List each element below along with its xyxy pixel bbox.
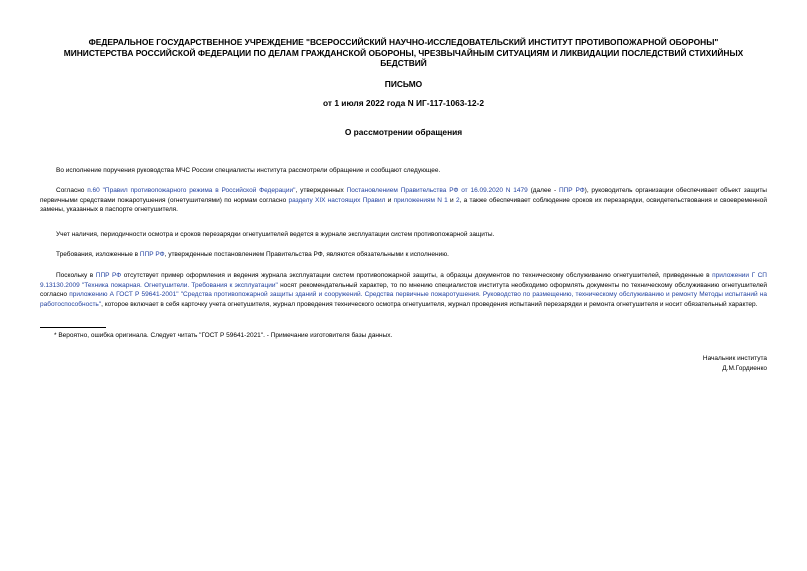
paragraph-2-text: (далее - xyxy=(527,187,559,194)
paragraph-5-text: отсутствует пример оформления и ведения журнала эксплуатации систем противопожарной защиты, а образцы документов по техническому обслуживанию огнетушителей, приведенные в xyxy=(121,272,713,279)
header-line-2: МИНИСТЕРСТВА РОССИЙСКОЙ ФЕДЕРАЦИИ ПО ДЕЛАМ ГРАЖДАНСКОЙ ОБОРОНЫ, ЧРЕЗВЫЧАЙНЫМ СИТУАЦИЯМ И ЛИКВИДАЦИИ ПОСЛЕДСТВИЙ СТИХИЙНЫХ xyxy=(63,47,744,58)
link-appendix-1[interactable]: приложениям N 1 xyxy=(393,196,448,204)
footnote: * Вероятно, ошибка оригинала. Следует читать "ГОСТ Р 59641-2021". - Примечание изготовителя базы данных. xyxy=(54,332,393,339)
link-ppr-rf[interactable]: ППР РФ xyxy=(139,251,165,258)
paragraph-3 xyxy=(40,230,767,240)
link-section-xix[interactable]: разделу XIX настоящих Правил xyxy=(288,196,386,204)
link-gost-title[interactable]: "Средства противопожарной защиты зданий и сооружений. Средства первичные пожаротушения. Руководство по размещению, техническому обслуживанию и ремонту Методы испытаний на работоспособность" xyxy=(40,291,767,308)
header-line-3: БЕДСТВИЙ xyxy=(380,58,427,69)
paragraph-2-text: , утвержденных xyxy=(295,187,347,194)
paragraph-5 xyxy=(40,271,767,309)
paragraph-5-text: , которое включает в себя карточку учета огнетушителя, журнал проведения технического осмотра огнетушителя, журнал проведения испытаний перезарядки и ремонта огнетушителя и носит обязательный характер. xyxy=(101,300,758,308)
signature-name: Д.М.Гордиенко xyxy=(722,364,767,372)
document-subject: О рассмотрении обращения xyxy=(344,127,463,137)
footnote-divider xyxy=(40,327,106,328)
document-type: ПИСЬМО xyxy=(384,79,423,89)
link-ppr-rf[interactable]: ППР РФ xyxy=(558,187,585,194)
paragraph-4-text: , утвержденные постановлением Правительства РФ, являются обязательными к исполнению. xyxy=(164,251,449,258)
paragraph-5-text: носят рекомендательный характер, то по мнению специалистов института необходимо оформлять документы по техническому обслуживанию огнетушителей согласно xyxy=(40,281,767,299)
paragraph-2-text: и xyxy=(385,196,394,204)
paragraph-2-text: Согласно xyxy=(56,187,88,194)
paragraph-1-text: Во исполнение поручения руководства МЧС России специалисты института рассмотрели обращение и сообщают следующее. xyxy=(56,167,441,174)
paragraph-2-text: и xyxy=(447,196,456,204)
paragraph-5-text: Поскольку в xyxy=(56,272,96,279)
document-date: от 1 июля 2022 года N ИГ-117-1063-12-2 xyxy=(322,98,484,108)
paragraph-4-text: Требования, изложенные в xyxy=(56,251,140,258)
link-gost-appendix-a[interactable]: приложению А ГОСТ Р 59641-2001" xyxy=(69,291,179,299)
header-line-1: ФЕДЕРАЛЬНОЕ ГОСУДАРСТВЕННОЕ УЧРЕЖДЕНИЕ "ВСЕРОССИЙСКИЙ НАУЧНО-ИССЛЕДОВАТЕЛЬСКИЙ ИНСТИТУТ ПРОТИВОПОЖАРНОЙ ОБОРОНЫ" xyxy=(88,37,719,47)
link-fire-regime-rules[interactable]: "Правил противопожарного режима в Российской Федерации" xyxy=(102,187,296,194)
document-header xyxy=(40,37,767,69)
link-government-decree[interactable]: Постановлением Правительства РФ от 16.09.2020 N 1479 xyxy=(346,187,528,194)
link-ppr-rf[interactable]: ППР РФ xyxy=(95,272,122,279)
paragraph-2 xyxy=(40,186,767,215)
link-appendix-2[interactable]: 2 xyxy=(455,196,460,204)
link-sp-appendix-g[interactable]: приложении Г СП 9.13130.2009 "Техника пожарная. Огнетушители. Требования к эксплуатации" xyxy=(40,272,767,289)
signature-block xyxy=(703,354,767,374)
paragraph-1 xyxy=(40,166,767,176)
paragraph-2-text: ), руководитель организации обеспечивает объект защиты первичными средствами пожаротушения (огнетушителями) по нормам согласно xyxy=(40,187,767,204)
link-item-60[interactable]: п.60 xyxy=(87,187,100,194)
paragraph-3-text: Учет наличия, периодичности осмотра и сроков перезарядки огнетушителей ведется в журнале эксплуатации систем противопожарной защиты. xyxy=(56,231,495,238)
paragraph-4 xyxy=(40,250,767,260)
signature-position: Начальник института xyxy=(702,355,767,362)
paragraph-2-text: , а также обеспечивает соблюдение сроков их перезарядки, освидетельствования и своевременной замены, указанных в паспорте огнетушителя. xyxy=(40,196,767,214)
